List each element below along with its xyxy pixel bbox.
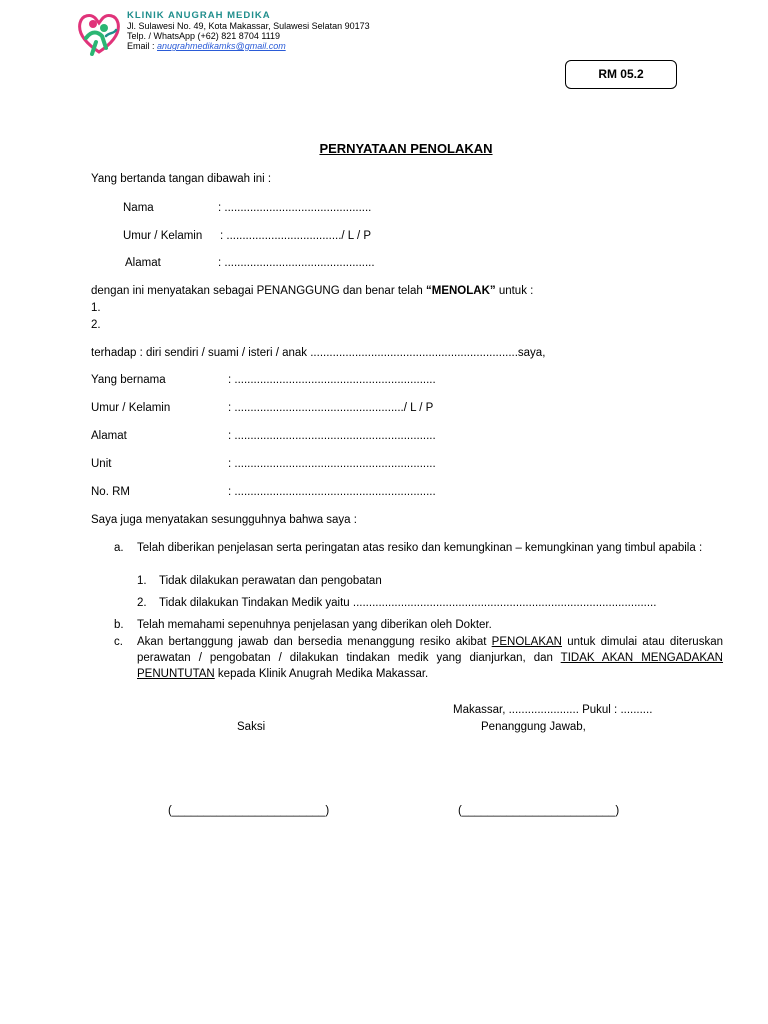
clinic-address: Jl. Sulawesi No. 49, Kota Makassar, Sulawesi Selatan 90173 (127, 21, 370, 31)
patient-umur-label: Umur / Kelamin (91, 402, 171, 414)
item-c-part3: kepada Klinik Anugrah Medika Makassar. (214, 668, 429, 680)
item-b-marker: b. (114, 619, 124, 631)
signer-alamat-field[interactable]: : ............................................... (218, 257, 375, 269)
sub-item-2-marker: 2. (137, 597, 147, 609)
clinic-name: KLINIK ANUGRAH MEDIKA (127, 10, 271, 21)
clinic-phone: Telp. / WhatsApp (+62) 821 8704 1119 (127, 31, 281, 41)
patient-alamat-field[interactable]: : ............................................................... (228, 430, 436, 442)
signer-umur-field[interactable]: : ..................................../ L / P (220, 230, 372, 242)
signer-umur-label: Umur / Kelamin (123, 230, 203, 242)
declare-text: Saya juga menyatakan sesungguhnya bahwa saya : (91, 514, 357, 526)
clinic-logo-icon (76, 8, 122, 56)
place-time-line[interactable]: Makassar, ...................... Pukul : .......... (453, 704, 653, 716)
statement-text (91, 283, 533, 299)
patient-rm-label: No. RM (91, 486, 130, 498)
statement-post: untuk : (495, 285, 534, 297)
item-c-part1: Akan bertanggung jawab dan bersedia menanggung resiko akibat (137, 636, 492, 648)
form-code-box: RM 05.2 (565, 60, 677, 89)
sub-item-1-marker: 1. (137, 575, 147, 587)
terhadap-line[interactable]: terhadap : diri sendiri / suami / isteri / anak .................................................................saya, (91, 347, 546, 359)
patient-alamat-label: Alamat (91, 430, 127, 442)
item-c-tidak-akan: TIDAK AKAN MENGADAKAN PENUNTUTAN (137, 652, 723, 680)
intro-text: Yang bertanda tangan dibawah ini : (91, 173, 272, 185)
signature-line-saksi[interactable]: (________________________) (168, 805, 330, 817)
email-link[interactable]: anugrahmedikamks@gmail.com (157, 41, 286, 51)
item-a-text: Telah diberikan penjelasan serta peringatan atas resiko dan kemungkinan – kemungkinan yang timbul apabila : (137, 542, 703, 554)
patient-nama-field[interactable]: : ............................................................... (228, 374, 436, 386)
statement-pre: dengan ini menyatakan sebagai PENANGGUNG dan benar telah (91, 285, 426, 297)
item-c-text (137, 634, 723, 682)
item-c-part2: untuk dimulai atau diteruskan perawatan / pengobatan / dilakukan tindakan medik yang dianjurkan, dan (137, 636, 723, 664)
signer-alamat-label: Alamat (125, 257, 161, 269)
patient-rm-field[interactable]: : ............................................................... (228, 486, 436, 498)
item-c-penolakan: PENOLAKAN (491, 636, 562, 648)
patient-umur-field[interactable]: : ...................................................../ L / P (228, 402, 434, 414)
signature-line-penanggung[interactable]: (________________________) (458, 805, 620, 817)
statement-menolak: “MENOLAK” (425, 285, 496, 297)
item-b-text: Telah memahami sepenuhnya penjelasan yang diberikan oleh Dokter. (137, 619, 492, 631)
email-label: Email : (127, 41, 158, 51)
refusal-item-1[interactable]: 1. (91, 302, 101, 314)
patient-nama-label: Yang bernama (91, 374, 166, 386)
signer-nama-label: Nama (123, 202, 154, 214)
item-a-marker: a. (114, 542, 124, 554)
sub-item-2-text[interactable]: Tidak dilakukan Tindakan Medik yaitu ............................................................................................... (159, 597, 657, 609)
patient-unit-field[interactable]: : ............................................................... (228, 458, 436, 470)
clinic-email-line (127, 41, 286, 52)
item-c-marker: c. (114, 636, 123, 648)
saksi-label: Saksi (237, 721, 266, 733)
refusal-item-2[interactable]: 2. (91, 319, 101, 331)
sub-item-1-text: Tidak dilakukan perawatan dan pengobatan (159, 575, 382, 587)
signer-nama-field[interactable]: : .............................................. (218, 202, 372, 214)
patient-unit-label: Unit (91, 458, 112, 470)
document-title: PERNYATAAN PENOLAKAN (319, 141, 493, 156)
penanggung-jawab-label: Penanggung Jawab, (481, 721, 586, 733)
